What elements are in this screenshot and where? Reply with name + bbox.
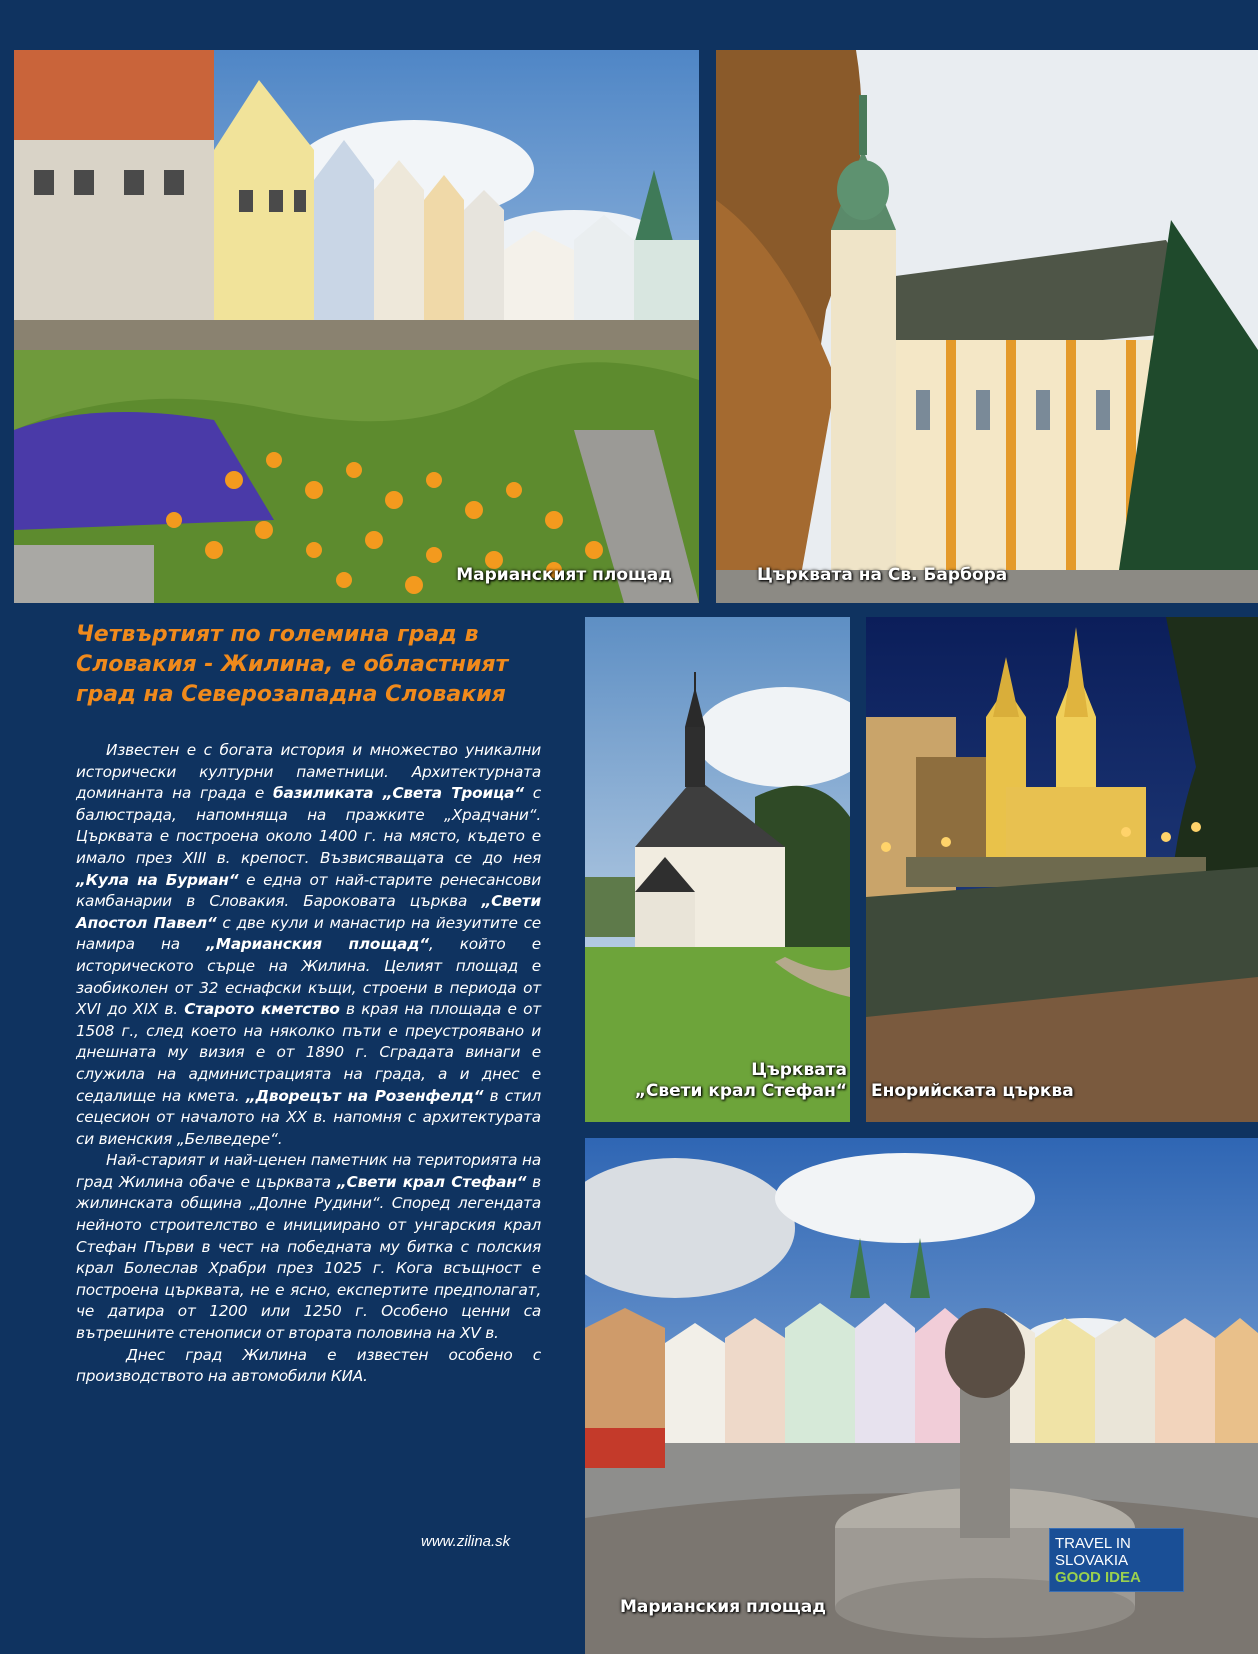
bold-rosenfeld-palace: „Дворецът на Розенфелд“ [245, 1086, 484, 1105]
bold-old-town-hall: Старото кметство [184, 1000, 340, 1019]
bold-burian-tower: „Кула на Буриан“ [76, 870, 239, 889]
heading-line-2: Словакия - Жилина, е областният [76, 652, 509, 677]
logo-line-2: SLOVAKIA [1055, 1552, 1129, 1569]
logo-line-3: GOOD IDEA [1055, 1569, 1141, 1586]
bold-marian-square: „Марианския площад“ [206, 935, 429, 954]
photo-marian-square [14, 50, 699, 603]
photo-st-barbora-church [716, 50, 1258, 603]
article-paragraph-1: Известен е с богата история и множество уникални исторически културни паметници. Архитектурната доминанта на града е базиликата „Света Троица“ с балюстрада, напомняща на пражките „Храдчани“. Църквата е построена около 1400 г. на място, където е имало през XIII в. крепост. Възвисяващата се до нея „Кула на Буриан“ е една от най-старите ренесансови камбанарии в Словакия. Бароковата църква „Свети Апостол Павел“ с две кули и манастир на йезуитите се намира на „Марианския площад“, който е историческото сърце на Жилина. Целият площад е заобиколен от 32 еснафски къщи, строени в периода от XVI до XIX в. Старото кметство в края на площада е от 1508 г., след което на няколко пъти е преустроявано и днешната му визия е от 1890 г. Сградата винаги е служила на администрацията на града, а и днес е седалище на кмета. „Дворецът на Розенфелд“ в стил сецесион от началото на XX в. напомня с архитектурата си виенския „Белведере“. [76, 741, 542, 1148]
photo-parish-church [866, 617, 1258, 1122]
article-heading [76, 620, 546, 710]
caption-marian-square: Марианският площад [456, 565, 672, 585]
article-body [76, 740, 541, 1388]
article-paragraph-2: Най-старият и най-ценен паметник на територията на град Жилина обаче е църквата „Свети крал Стефан“ в жилинската община „Долне Рудини“. Според легендата нейното строителство е инициирано от унгарския крал Стефан Първи в чест на победната му битка с полския крал Болеслав Храбри през 1025 г. Кога всъщност е построена църквата, не е ясно, експертите предполагат, че датира от 1200 или 1250 г. Особено ценни са вътрешните стенописи от втората половина на XV в. [76, 1151, 541, 1343]
bold-st-paul-church: „Свети Апостол Павел“ [76, 892, 541, 932]
heading-line-3: град на Северозападна Словакия [76, 682, 506, 707]
heading-line-1: Четвъртият по големина град в [76, 622, 479, 647]
logo-line-1: TRAVEL IN [1055, 1535, 1131, 1552]
article-paragraph-3: Днес град Жилина е известен особено с производството на автомобили КИА. [76, 1345, 541, 1386]
bold-basilica: базиликата „Света Троица“ [273, 784, 524, 803]
photo-st-stefan-church [585, 617, 850, 1122]
caption-marian-square-2: Марианския площад [620, 1597, 826, 1617]
bold-st-stefan-church: „Свети крал Стефан“ [336, 1172, 527, 1191]
caption-st-barbora: Църквата на Св. Барбора [757, 565, 1008, 585]
caption-parish-church: Енорийската църква [871, 1081, 1074, 1101]
website-url[interactable]: www.zilina.sk [421, 1533, 511, 1550]
travel-slovakia-logo [1049, 1528, 1184, 1592]
caption-st-stefan: Църквата „Свети крал Стефан“ [634, 1060, 847, 1101]
